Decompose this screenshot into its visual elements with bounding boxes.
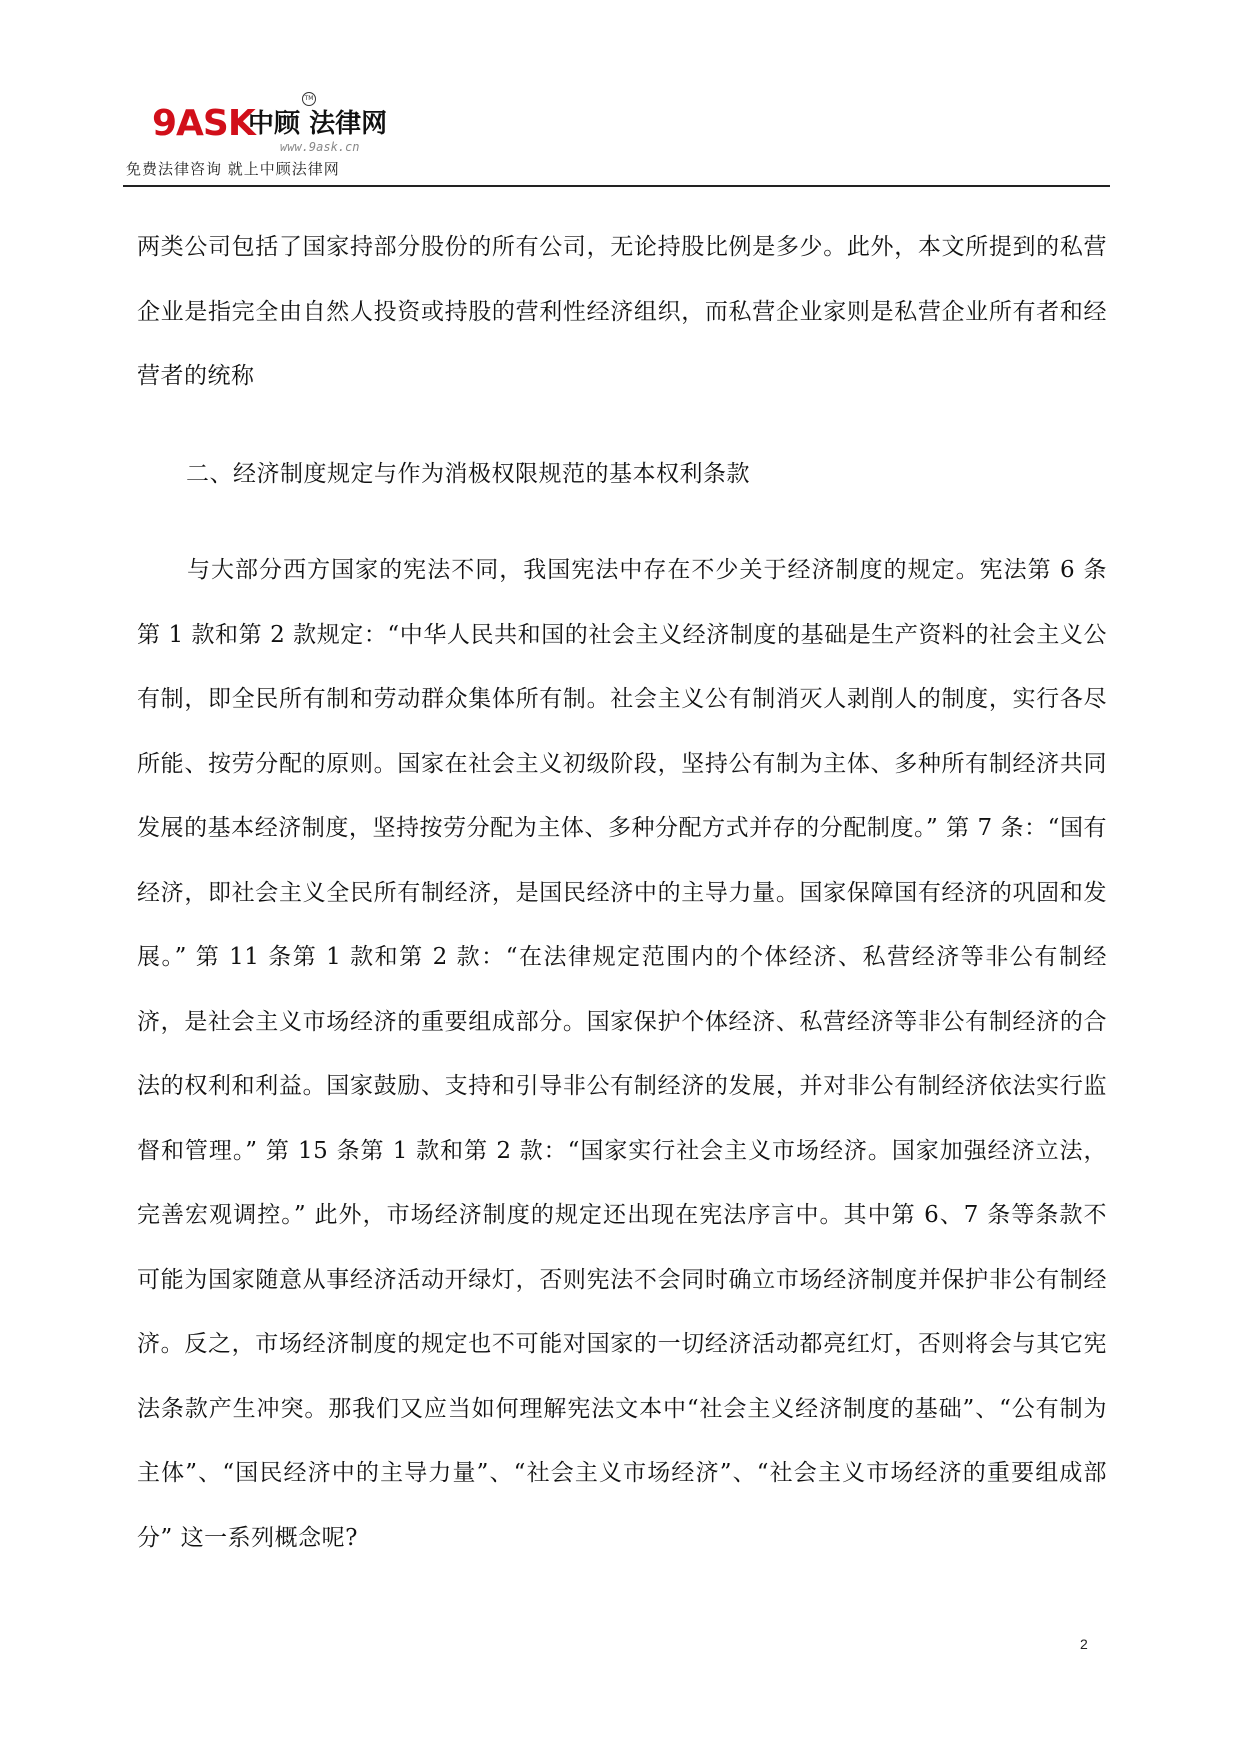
page-number: 2 <box>1080 1636 1088 1652</box>
logo-slogan: 免费法律咨询 就上中顾法律网 <box>126 160 340 178</box>
logo-mark: 9ASK <box>152 103 255 144</box>
header-divider <box>123 185 1110 187</box>
section-heading: 二、经济制度规定与作为消极权限规范的基本权利条款 <box>186 461 750 487</box>
paragraph-1: 两类公司包括了国家持部分股份的所有公司，无论持股比例是多少。此外，本文所提到的私营企业是指完全由自然人投资或持股的营利性经济组织，而私营企业家则是私营企业所有者和经营者的统称 <box>137 234 1107 389</box>
logo-cn-name: 中顾 <box>248 109 301 139</box>
logo-cn-site: 法律网 <box>309 109 388 139</box>
paragraph-2: 与大部分西方国家的宪法不同，我国宪法中存在不少关于经济制度的规定。宪法第 6 条第 1 款和第 2 款规定：“中华人民共和国的社会主义经济制度的基础是生产资料的社会主义公有制，即全民所有制和劳动群众集体所有制。社会主义公有制消灭人剥削人的制度，实行各尽所能、按劳分配的原则。国家在社会主义初级阶段，坚持公有制为主体、多种所有制经济共同发展的基本经济制度，坚持按劳分配为主体、多种分配方式并存的分配制度。” 第 7 条：“国有经济，即社会主义全民所有制经济，是国民经济中的主导力量。国家保障国有经济的巩固和发展。” 第 11 条第 1 款和第 2 款：“在法律规定范围内的个体经济、私营经济等非公有制经济，是社会主义市场经济的重要组成部分。国家保护个体经济、私营经济等非公有制经济的合法的权利和利益。国家鼓励、支持和引导非公有制经济的发展，并对非公有制经济依法实行监督和管理。” 第 15 条第 1 款和第 2 款：“国家实行社会主义市场经济。国家加强经济立法，完善宏观调控。” 此外，市场经济制度的规定还出现在宪法序言中。其中第 6、7 条等条款不可能为国家随意从事经济活动开绿灯，否则宪法不会同时确立市场经济制度并保护非公有制经济。反之，市场经济制度的规定也不可能对国家的一切经济活动都亮红灯，否则将会与其它宪法条款产生冲突。那我们又应当如何理解宪法文本中“社会主义经济制度的基础”、“公有制为主体”、“国民经济中的主导力量”、“社会主义市场经济”、“社会主义市场经济的重要组成部分” 这一系列概念呢? <box>137 557 1107 1551</box>
logo-url: www.9ask.cn <box>280 140 360 154</box>
trademark-icon: TM <box>302 92 316 106</box>
site-logo[interactable] <box>126 92 412 182</box>
logo-site-name <box>248 106 387 142</box>
